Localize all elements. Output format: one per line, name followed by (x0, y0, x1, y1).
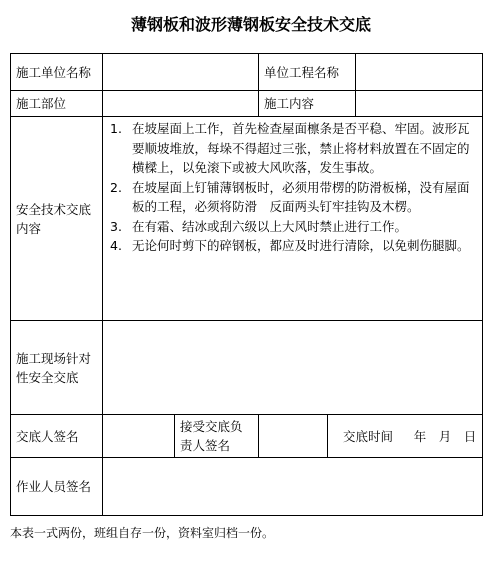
briefer-signature-field[interactable] (103, 415, 175, 458)
safety-item-number: 4. (110, 238, 122, 253)
safety-item-number: 1. (110, 121, 122, 136)
safety-item-number: 2. (110, 179, 122, 195)
row-worker-signature (11, 458, 483, 516)
safety-item (108, 236, 477, 256)
row-signatures (11, 415, 483, 458)
briefer-label: 交底人签名 (11, 415, 103, 458)
row-construction-part (11, 91, 483, 117)
construction-unit-label: 施工单位名称 (11, 54, 103, 91)
footer-note: 本表一式两份，班组自存一份，资料室归档一份。 (10, 526, 275, 540)
receiver-signature-field[interactable] (259, 415, 328, 458)
project-name-label: 单位工程名称 (259, 54, 356, 91)
site-safety-label: 施工现场针对性安全交底 (11, 321, 103, 415)
safety-item (108, 217, 477, 237)
worker-signature-field[interactable] (103, 458, 483, 516)
safety-item-text: 在坡屋面上钉铺薄钢板时，必须用带楞的防滑板梯，没有屋面板的工程，必须将防滑 反面两头钉牢挂钩及木楞。 (132, 179, 470, 214)
worker-signature-label: 作业人员签名 (11, 458, 103, 516)
construction-part-label: 施工部位 (11, 91, 103, 117)
safety-item-number: 3. (110, 218, 122, 234)
row-safety-content (11, 117, 483, 321)
site-safety-field[interactable] (103, 321, 483, 415)
briefing-time-field[interactable]: 年 月 日 (413, 428, 477, 444)
safety-content-body (103, 117, 483, 321)
safety-item (108, 178, 477, 217)
construction-unit-field[interactable] (103, 54, 259, 91)
briefing-time-cell (328, 415, 483, 458)
safety-item (108, 119, 477, 178)
construction-content-label: 施工内容 (259, 91, 356, 117)
construction-part-field[interactable] (103, 91, 259, 117)
construction-content-field[interactable] (356, 91, 483, 117)
safety-item-text: 无论何时剪下的碎钢板，都应及时进行清除，以免刺伤腿脚。 (132, 238, 470, 253)
safety-item-text: 在坡屋面上工作，首先检查屋面檩条是否平稳、牢固。波形瓦要顺坡堆放，每垛不得超过三张，禁止将材料放置在不固定的横樑上，以免滚下或被大风吹落，发生事故。 (132, 121, 470, 175)
safety-item-text: 在有霜、结冰或刮六级以上大风时禁止进行工作。 (132, 218, 408, 234)
safety-briefing-form (10, 53, 483, 516)
row-site-safety (11, 321, 483, 415)
safety-content-label: 安全技术交底内容 (11, 117, 103, 321)
document-title: 薄钢板和波形薄钢板安全技术交底 (130, 15, 371, 34)
project-name-field[interactable] (356, 54, 483, 91)
row-construction-unit (11, 54, 483, 91)
briefing-time-label: 交底时间 (343, 428, 394, 444)
receiver-label: 接受交底负责人签名 (175, 415, 259, 458)
safety-items-list (108, 119, 477, 256)
